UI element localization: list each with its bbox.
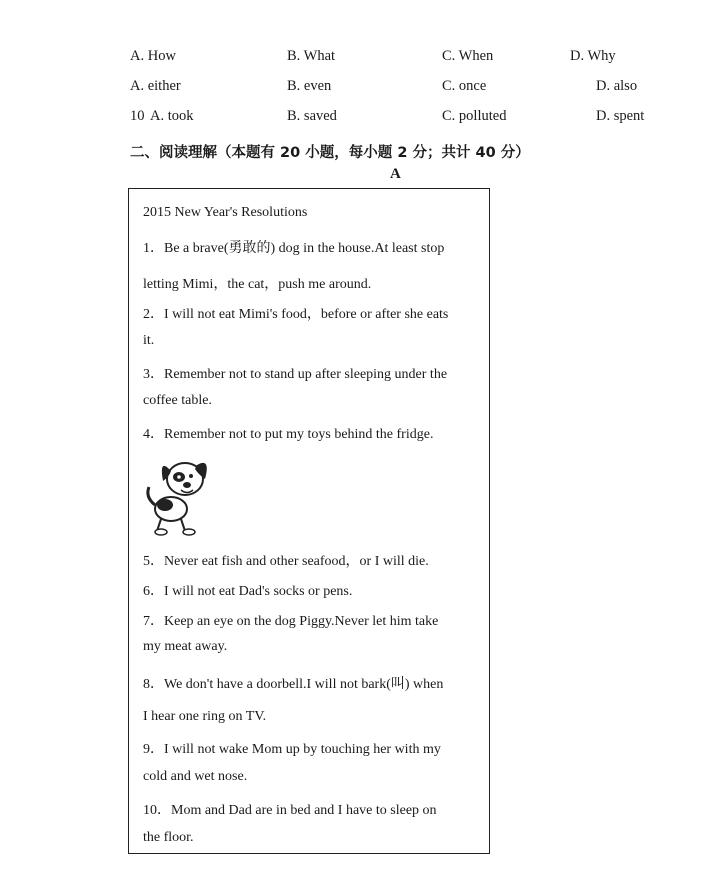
resolution-line: it. (143, 333, 155, 348)
option-b: B. What (287, 48, 336, 64)
option-row-10 (0, 108, 724, 132)
question-number: 10 (130, 108, 145, 124)
resolution-line: letting Mimi，the cat，push me around. (143, 277, 372, 292)
option-a: A. either (130, 78, 181, 94)
resolution-line: 8．We don't have a doorbell.I will not bark(叫) when (143, 677, 444, 692)
resolution-line: 5．Never eat fish and other seafood，or I will die. (143, 554, 429, 569)
option-a: A. took (150, 108, 194, 124)
resolution-line: I hear one ring on TV. (143, 709, 267, 724)
resolution-line: 4．Remember not to put my toys behind the fridge. (143, 427, 434, 442)
resolution-line: 9．I will not wake Mom up by touching her with my (143, 742, 441, 757)
resolution-line: my meat away. (143, 639, 228, 654)
resolution-line: 2．I will not eat Mimi's food，before or after she eats (143, 307, 449, 322)
cartoon-dog-icon (141, 447, 241, 537)
option-b: B. saved (287, 108, 337, 124)
option-d: D. spent (596, 108, 645, 124)
passage-label: A (390, 166, 401, 182)
resolution-line: the floor. (143, 830, 194, 845)
resolution-line: cold and wet nose. (143, 769, 248, 784)
resolution-line: coffee table. (143, 393, 212, 408)
resolution-line: 10．Mom and Dad are in bed and I have to sleep on (143, 803, 437, 818)
resolution-line: 6．I will not eat Dad's socks or pens. (143, 584, 353, 599)
option-row-9 (0, 78, 724, 102)
option-c: C. polluted (442, 108, 507, 124)
option-d: D. also (596, 78, 638, 94)
resolution-line: 7．Keep an eye on the dog Piggy.Never let him take (143, 614, 439, 629)
option-c: C. once (442, 78, 487, 94)
option-b: B. even (287, 78, 332, 94)
resolution-line: 3．Remember not to stand up after sleeping under the (143, 367, 448, 382)
option-d: D. Why (570, 48, 616, 64)
resolutions-title: 2015 New Year's Resolutions (143, 205, 308, 220)
section-heading: 二、阅读理解（本题有 20 小题，每小题 2 分；共计 40 分） (130, 145, 530, 161)
resolutions-box (128, 188, 490, 854)
option-a: A. How (130, 48, 176, 64)
resolution-line: 1．Be a brave(勇敢的) dog in the house.At least stop (143, 241, 445, 256)
option-row-8 (0, 48, 724, 72)
option-c: C. When (442, 48, 494, 64)
